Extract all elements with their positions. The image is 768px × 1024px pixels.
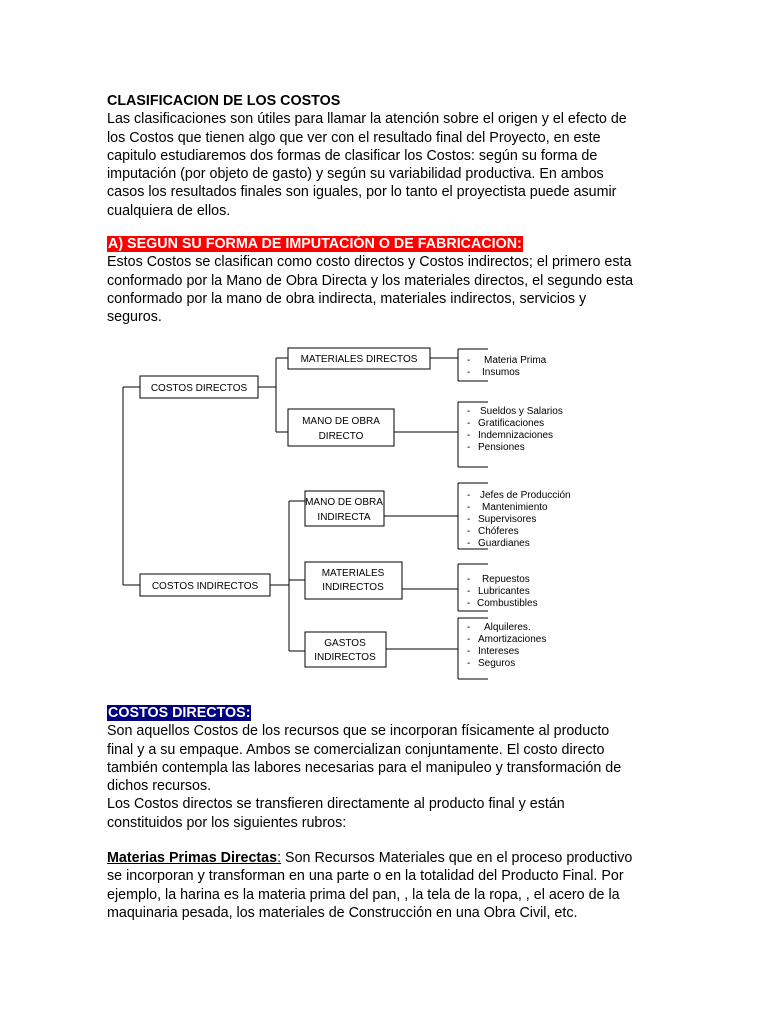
list-item: Insumos bbox=[482, 367, 520, 378]
doc-title: CLASIFICACION DE LOS COSTOS bbox=[107, 93, 341, 109]
list-bullet: - bbox=[467, 367, 471, 378]
list-item: Mantenimiento bbox=[482, 502, 548, 513]
list-item: Seguros bbox=[478, 658, 516, 669]
list-bullet: - bbox=[467, 442, 471, 453]
list-bullet: - bbox=[467, 598, 471, 609]
intro-line: cualquiera de ellos. bbox=[107, 202, 231, 219]
section-c-line: se incorporan y transforman en una parte o en la totalidad del Producto Final. Por bbox=[107, 868, 624, 885]
list-bullet: - bbox=[467, 646, 471, 657]
section-b-line: dichos recursos. bbox=[107, 778, 212, 795]
mano-obra-indirecta-label: INDIRECTA bbox=[317, 512, 371, 523]
mano-obra-indirecta-label: MANO DE OBRA bbox=[305, 497, 383, 508]
section-a-line: conformado por la mano de obra indirecta, materiales indirectos, servicios y bbox=[107, 290, 587, 307]
section-a-line: Estos Costos se clasifican como costo directos y Costos indirectos; el primero esta bbox=[107, 254, 632, 271]
materiales-indirectos-label: INDIRECTOS bbox=[322, 582, 384, 593]
list-bullet: - bbox=[467, 538, 471, 549]
gastos-indirectos-label: INDIRECTOS bbox=[314, 652, 376, 663]
list-item: Indemnizaciones bbox=[478, 430, 554, 441]
list-item: Gratificaciones bbox=[478, 418, 545, 429]
section-b-line: constituidos por los siguientes rubros: bbox=[107, 814, 347, 831]
list-bullet: - bbox=[467, 586, 471, 597]
section-c-line: maquinaria pesada, los materiales de Construcción en una Obra Civil, etc. bbox=[107, 904, 578, 921]
section-b-line: Son aquellos Costos de los recursos que se incorporan físicamente al producto bbox=[107, 723, 610, 740]
intro-line: los Costos que tienen algo que ver con el resultado final del Proyecto, en este bbox=[107, 129, 601, 146]
intro-line: imputación (por objeto de gasto) y según su variabilidad productiva. En ambos bbox=[107, 166, 604, 183]
list-bullet: - bbox=[467, 502, 471, 513]
list-item: Guardianes bbox=[478, 538, 530, 549]
section-a-line: seguros. bbox=[107, 309, 162, 326]
intro-line: Las clasificaciones son útiles para llamar la atención sobre el origen y el efecto de bbox=[107, 111, 627, 128]
list-item: Supervisores bbox=[478, 514, 537, 525]
costos-directos-heading: COSTOS DIRECTOS: bbox=[108, 705, 251, 721]
section-b-line: final y a su empaque. Ambos se comercializan conjuntamente. El costo directo bbox=[107, 741, 605, 758]
list-bullet: - bbox=[467, 514, 471, 525]
list-bullet: - bbox=[467, 490, 471, 501]
list-bullet: - bbox=[467, 634, 471, 645]
section-c-first-line: Son Recursos Materiales que en el proceso productivo bbox=[281, 850, 633, 866]
list-bullet: - bbox=[467, 355, 471, 366]
list-item: Materia Prima bbox=[484, 355, 547, 366]
materias-primas-colon: : bbox=[277, 850, 282, 866]
mano-obra-directo-label: DIRECTO bbox=[318, 431, 364, 442]
section-b-line: también contempla las labores necesarias para el manipuleo y transformación de bbox=[107, 759, 622, 776]
intro-line: casos los resultados finales son iguales, por lo tanto el proyectista puede asumir bbox=[107, 184, 617, 201]
intro-line: capitulo estudiaremos dos formas de clasificar los Costos: según su forma de bbox=[107, 147, 598, 164]
list-item: Amortizaciones bbox=[478, 634, 547, 645]
list-bullet: - bbox=[467, 406, 471, 417]
materiales-indirectos-label: MATERIALES bbox=[321, 568, 385, 579]
list-bullet: - bbox=[467, 622, 471, 633]
section-a-heading: A) SEGUN SU FORMA DE IMPUTACIÓN O DE FABRICACION: bbox=[108, 236, 522, 252]
costos-indirectos-label: COSTOS INDIRECTOS bbox=[151, 581, 259, 592]
list-bullet: - bbox=[467, 526, 471, 537]
list-item: Repuestos bbox=[482, 574, 530, 585]
mano-obra-directo-label: MANO DE OBRA bbox=[302, 416, 380, 427]
section-materias-primas bbox=[107, 849, 667, 922]
list-item: Intereses bbox=[478, 646, 520, 657]
gastos-indirectos-label: GASTOS bbox=[324, 638, 366, 649]
section-costos-directos bbox=[107, 704, 667, 832]
list-item: Combustibles bbox=[477, 598, 538, 609]
list-bullet: - bbox=[467, 418, 471, 429]
list-item: Lubricantes bbox=[478, 586, 530, 597]
list-bullet: - bbox=[467, 574, 471, 585]
list-item: Sueldos y Salarios bbox=[480, 406, 563, 417]
section-c-line: ejemplo, la harina es la materia prima del pan, , la tela de la ropa, , el acero de la bbox=[107, 886, 620, 903]
materiales-directos-label: MATERIALES DIRECTOS bbox=[300, 354, 418, 365]
list-item: Jefes de Producción bbox=[480, 490, 571, 501]
list-bullet: - bbox=[467, 658, 471, 669]
list-bullet: - bbox=[467, 430, 471, 441]
section-a-line: conformado por la Mano de Obra Directa y los materiales directos, el segundo esta bbox=[107, 272, 634, 289]
section-b-line: Los Costos directos se transfieren directamente al producto final y están bbox=[107, 796, 565, 813]
list-item: Alquileres. bbox=[484, 622, 531, 633]
list-item: Pensiones bbox=[478, 442, 525, 453]
costos-directos-label: COSTOS DIRECTOS bbox=[150, 383, 248, 394]
materias-primas-term: Materias Primas Directas bbox=[107, 850, 278, 866]
list-item: Chóferes bbox=[478, 526, 519, 537]
